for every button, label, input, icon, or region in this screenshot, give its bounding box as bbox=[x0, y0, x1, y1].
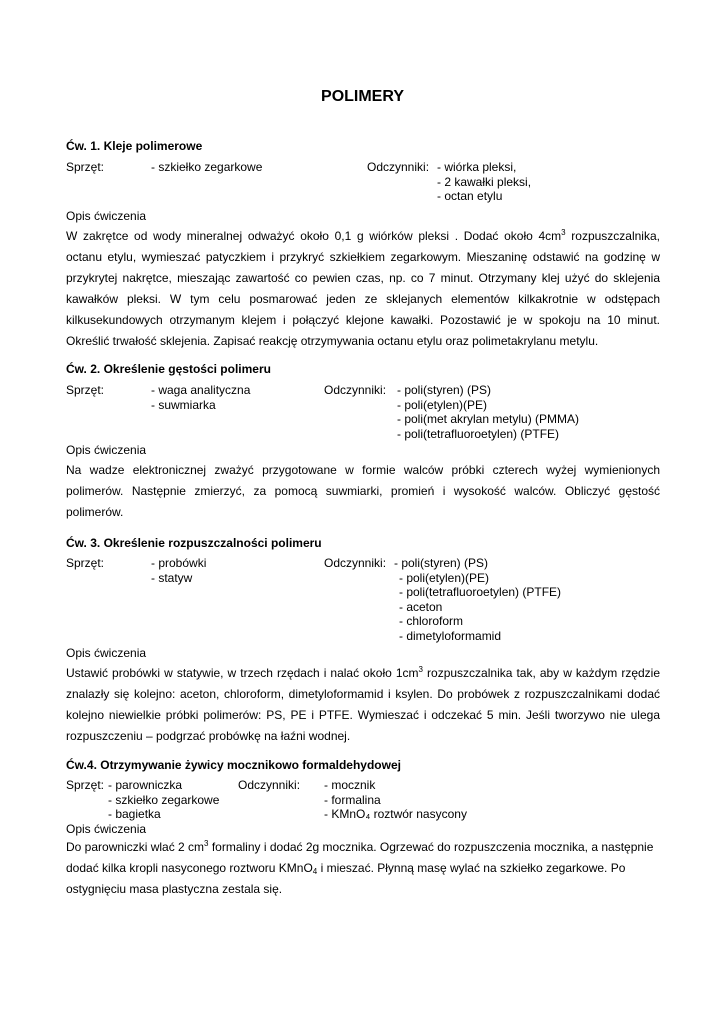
reagent-item: - poli(etylen)(PE) bbox=[397, 397, 488, 412]
equipment-item: - probówki bbox=[151, 556, 207, 570]
reagent-item: - chloroform bbox=[399, 614, 464, 628]
reagent-item: - poli(styren) (PS) bbox=[397, 383, 492, 397]
exercise-4-heading: Ćw.4. Otrzymywanie żywicy mocznikowo formaldehydowej bbox=[66, 758, 401, 772]
equipment-item: - suwmiarka bbox=[151, 397, 216, 412]
exercise-1-heading: Ćw. 1. Kleje polimerowe bbox=[66, 139, 203, 153]
reagent-item: - dimetyloformamid bbox=[399, 628, 502, 643]
reagent-item: - KMnO₄ roztwór nasycony bbox=[324, 807, 467, 821]
equipment-item: - szkiełko zegarkowe bbox=[108, 792, 220, 807]
equipment-label: Sprzęt: bbox=[66, 383, 105, 397]
reagent-item: - octan etylu bbox=[437, 189, 503, 203]
text-run: formaliny i dodać 2g mocznika. Ogrzewać do rozpuszczenia mocznika, a następnie dodać kilka kropli nasyconego roztworu KMnO bbox=[66, 840, 654, 875]
subscript: 4 bbox=[312, 867, 318, 876]
description-label: Opis ćwiczenia bbox=[66, 822, 147, 836]
reagents-list bbox=[397, 383, 579, 441]
superscript: 3 bbox=[204, 839, 209, 848]
equipment-label: Sprzęt: bbox=[66, 778, 105, 792]
text-run: rozpuszczalnika tak, aby w każdym rzędzie znalazły się kolejno: aceton, chloroform, dimetyloformamid i ksylen. Do probówek z rozpuszczalnikami dodać kolejno niewielkie próbki polimerów: PS, PE i PTFE. Wymieszać i odczekać 5 min. Jeśli tworzywo nie ulega rozpuszczeniu – podgrzać probówkę na łaźni wodnej. bbox=[66, 666, 660, 743]
reagent-item: - formalina bbox=[324, 792, 381, 807]
reagents-list bbox=[437, 160, 531, 204]
text-run: Do parowniczki wlać 2 cm bbox=[66, 840, 205, 854]
text-run: i mieszać. Płynną masę wylać na szkiełko zegarkowe. Po ostygnięciu masa plastyczna zestala się. bbox=[66, 861, 626, 896]
equipment-item: - waga analityczna bbox=[151, 383, 251, 397]
equipment-label: Sprzęt: bbox=[66, 160, 105, 174]
reagent-item: - poli(styren) (PS) bbox=[394, 556, 489, 570]
text-run: rozpuszczalnika, octanu etylu, wymieszać patyczkiem i przykryć szkiełkiem zegarkowym. Mieszaninę odstawić na godzinę w przykrytej nakrętce, mieszając zawartość co pewien czas, np. co 7 minut. Otrzymany klej użyć do sklejenia kawałków pleksi. W tym celu posmarować jeden ze sklejanych elementów kilkakrotnie w odstępach kilkusekundowych otrzymanym klejem i połączyć klejone kawałki. Pozostawić je w spokoju na 10 minut. Określić trwałość sklejenia. Zapisać reakcję otrzymywania octanu etylu oraz polimetakrylanu metylu. bbox=[66, 229, 660, 348]
superscript: 3 bbox=[418, 665, 423, 674]
reagents-list bbox=[394, 556, 561, 643]
reagents-label: Odczynniki: bbox=[324, 383, 387, 397]
reagent-item: - poli(tetrafluoroetylen) (PTFE) bbox=[397, 426, 560, 441]
exercise-3-heading: Ćw. 3. Określenie rozpuszczalności polimeru bbox=[66, 536, 322, 550]
description-label: Opis ćwiczenia bbox=[66, 443, 147, 457]
description-label: Opis ćwiczenia bbox=[66, 209, 147, 223]
text-run: W zakrętce od wody mineralnej odważyć około 0,1 g wiórków pleksi . Dodać około 4cm bbox=[66, 229, 562, 243]
reagent-item: - poli(tetrafluoroetylen) (PTFE) bbox=[399, 585, 562, 599]
exercise-2-description: Na wadze elektronicznej zważyć przygotowane w formie walców próbki czterech wyżej wymienionych polimerów. Następnie zmierzyć, za pomocą suwmiarki, promień i wysokość walców. Obliczyć gęstość polimerów. bbox=[66, 463, 660, 519]
equipment-list bbox=[151, 160, 262, 175]
exercise-2-materials bbox=[66, 383, 660, 441]
exercise-4-materials bbox=[66, 778, 660, 822]
exercise-1-materials bbox=[66, 160, 660, 204]
page-title: POLIMERY bbox=[321, 88, 404, 105]
reagent-item: - mocznik bbox=[324, 778, 376, 792]
reagents-list bbox=[324, 778, 467, 822]
text-run: Ustawić probówki w statywie, w trzech rzędach i nalać około 1cm bbox=[66, 666, 419, 680]
reagent-item: - poli(met akrylan metylu) (PMMA) bbox=[397, 412, 580, 426]
exercise-3-description bbox=[66, 663, 660, 747]
description-label: Opis ćwiczenia bbox=[66, 646, 147, 660]
equipment-item: - szkiełko zegarkowe bbox=[151, 160, 263, 174]
exercise-2-heading: Ćw. 2. Określenie gęstości polimeru bbox=[66, 362, 271, 376]
reagents-label: Odczynniki: bbox=[238, 778, 301, 792]
exercise-3-materials bbox=[66, 556, 660, 643]
exercise-3 bbox=[66, 536, 660, 747]
reagents-label: Odczynniki: bbox=[367, 160, 430, 174]
equipment-item: - statyw bbox=[151, 570, 193, 585]
reagents-label: Odczynniki: bbox=[324, 556, 387, 570]
equipment-item: - bagietka bbox=[108, 807, 161, 821]
exercise-4 bbox=[66, 758, 660, 900]
equipment-list bbox=[151, 383, 250, 412]
exercise-1 bbox=[66, 139, 660, 352]
exercise-2 bbox=[66, 362, 660, 523]
reagent-item: - 2 kawałki pleksi, bbox=[437, 174, 532, 189]
exercise-4-description bbox=[66, 837, 660, 900]
equipment-label: Sprzęt: bbox=[66, 556, 105, 570]
superscript: 3 bbox=[561, 228, 566, 237]
reagent-item: - poli(etylen)(PE) bbox=[399, 570, 490, 585]
exercise-1-description bbox=[66, 226, 660, 352]
reagent-item: - aceton bbox=[399, 599, 443, 614]
equipment-list bbox=[151, 556, 206, 585]
reagent-item: - wiórka pleksi, bbox=[437, 160, 517, 174]
equipment-item: - parowniczka bbox=[108, 778, 183, 792]
equipment-list bbox=[108, 778, 219, 822]
